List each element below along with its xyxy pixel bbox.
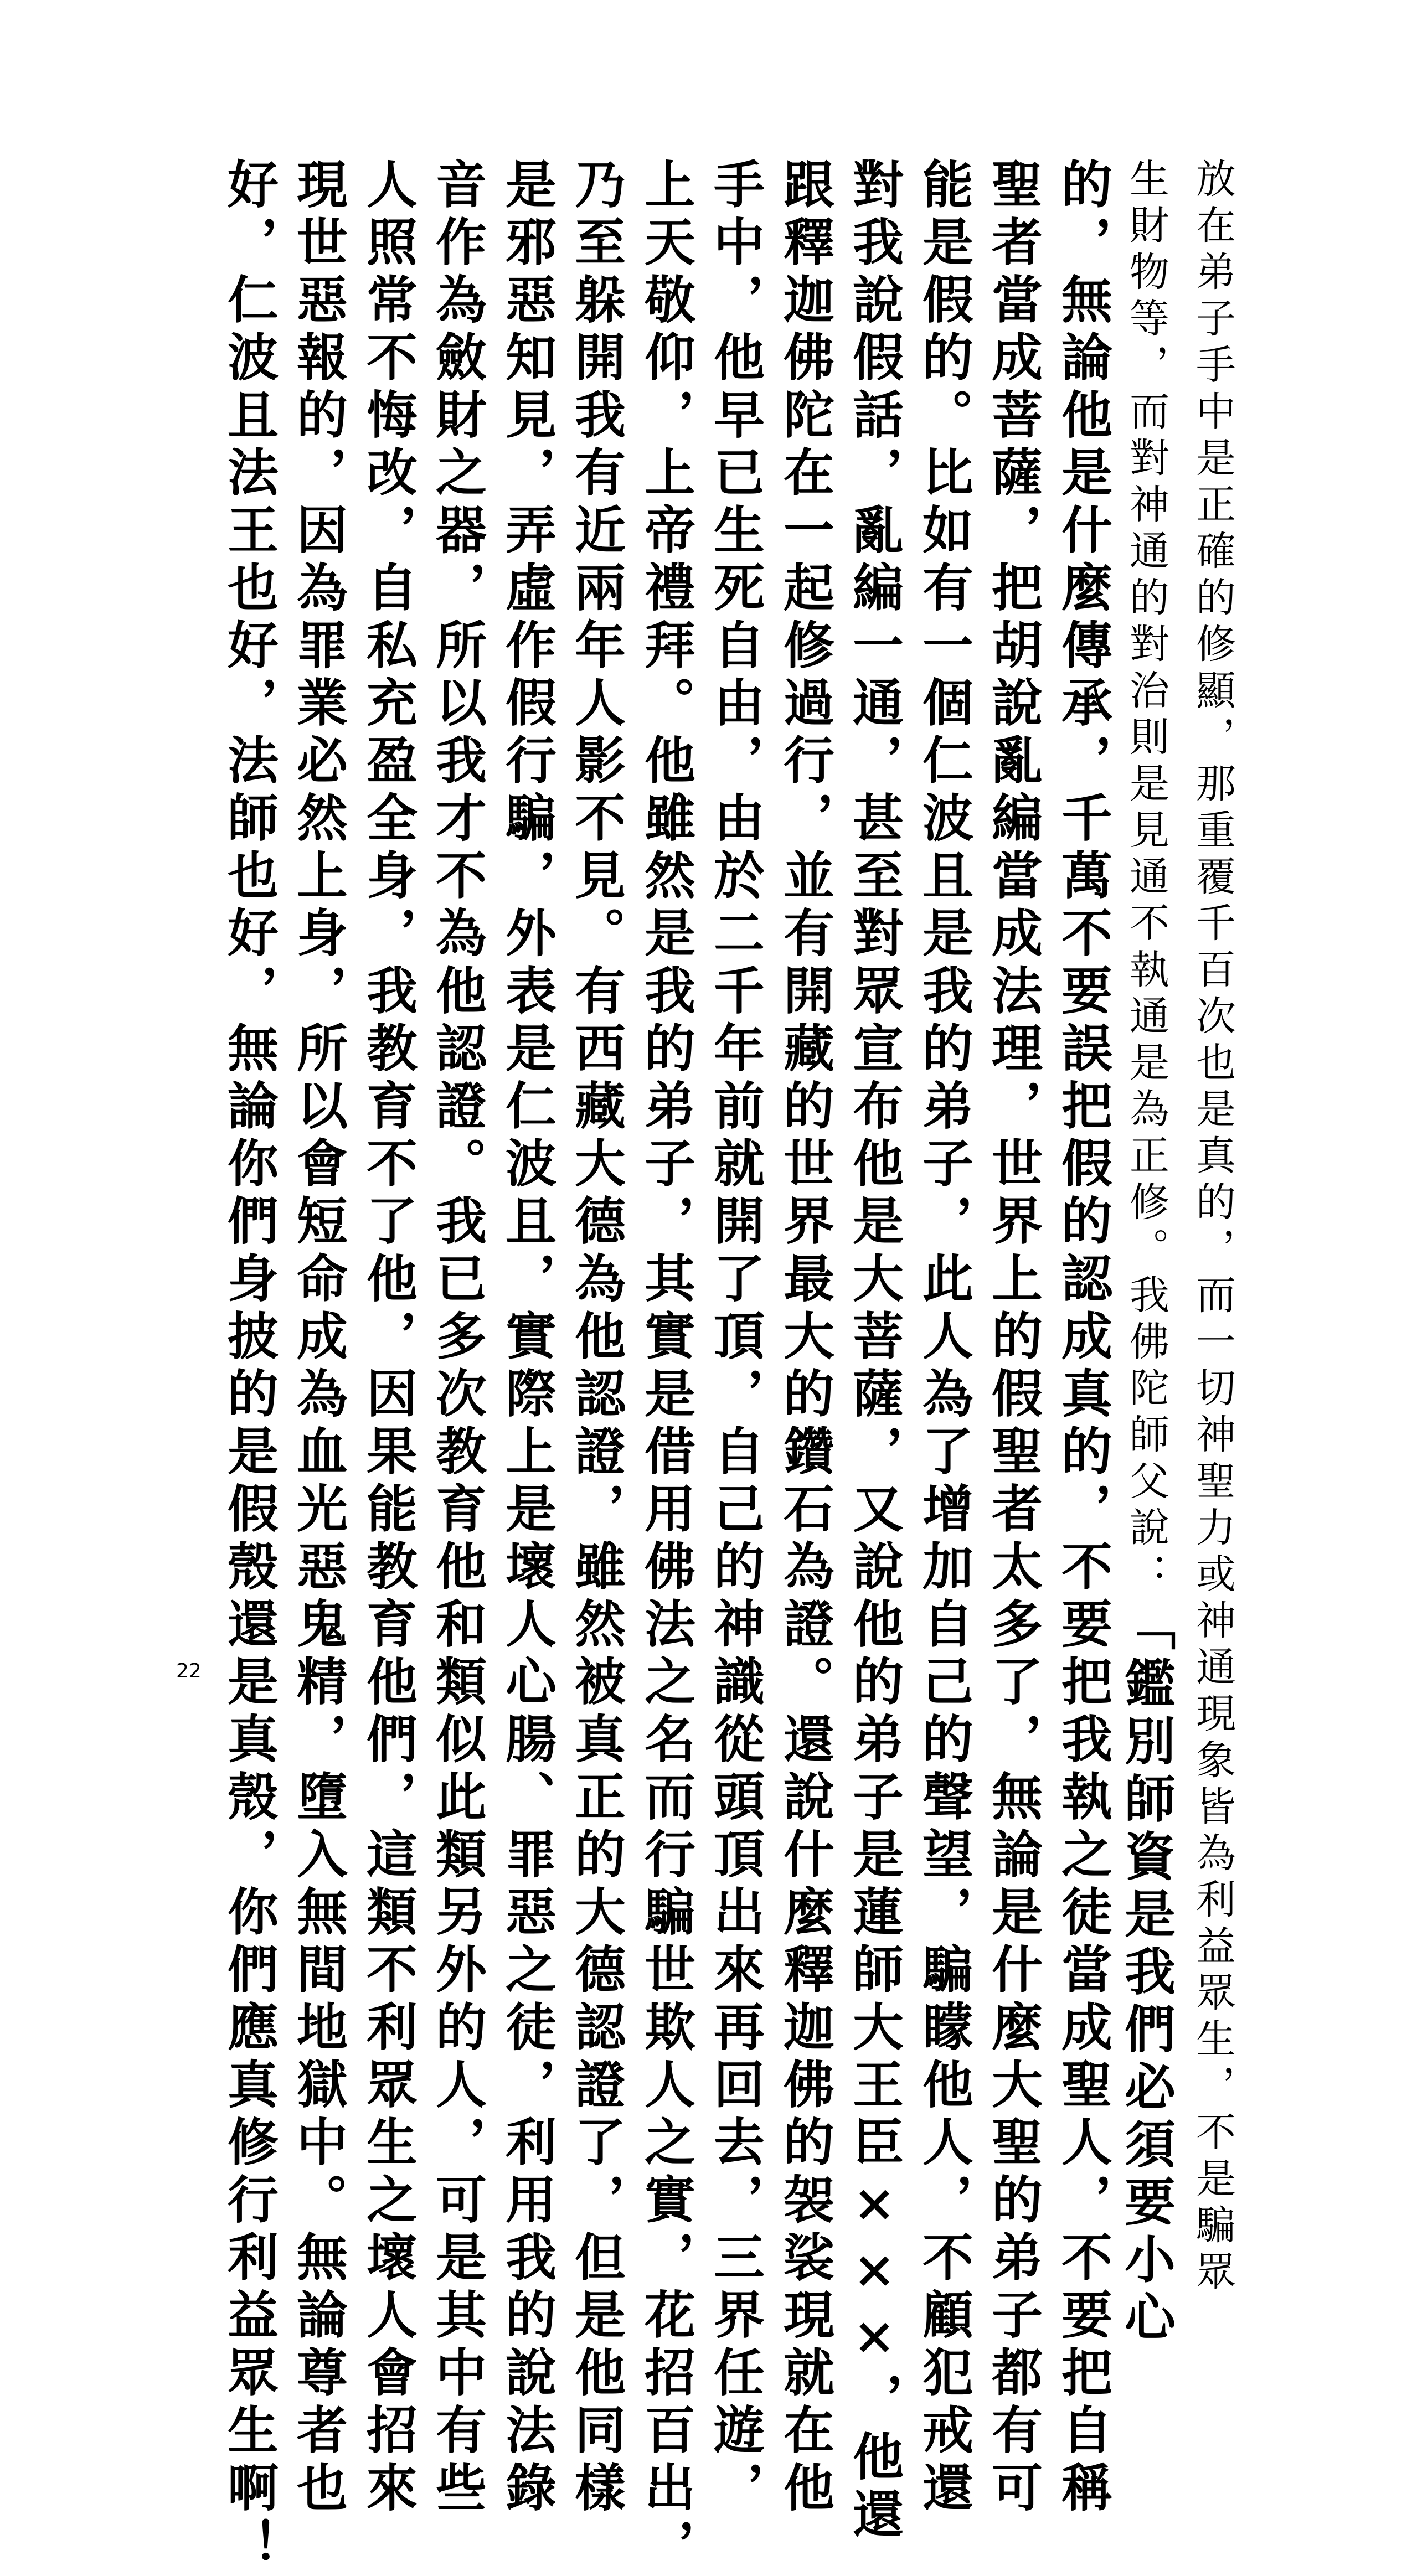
text-column-1: 放在弟子手中是正確的修顯，那重覆千百次也是真的，而一切神聖力或神通現象皆為利益眾生，不是騙眾: [1189, 158, 1236, 2297]
text-column-9: 上天敬仰，上帝禮拜。他雖然是我的弟子，其實是借用佛法之名而行騙世欺人之實，花招百出，: [636, 158, 696, 2576]
text-column-12: 音作為斂財之器，所以我才不為他認證。我已多次教育他和類似此類另外的人，可是其中有些: [427, 158, 487, 2518]
text-column-3: 的，無論他是什麼傳承，千萬不要誤把假的認成真的，不要把我執之徒當成聖人，不要把自稱: [1053, 158, 1113, 2518]
text-column-6: 對我說假話，亂編一通，甚至對眾宣布他是大菩薩，又說他的弟子是蓮師大王臣×××，他還: [844, 158, 904, 2545]
text-column-4: 聖者當成菩薩，把胡說亂編當成法理，世界上的假聖者太多了，無論是什麼大聖的弟子都有可: [983, 158, 1043, 2518]
text-column-5: 能是假的。比如有一個仁波且是我的弟子，此人為了增加自己的聲望，騙矇他人，不顧犯戒還: [914, 158, 974, 2518]
text-column-2-emphasis: 「鑑別師資是我們必須要小心: [1116, 1599, 1176, 2348]
text-column-7: 跟釋迦佛陀在一起修過行，並有開藏的世界最大的鑽石為證。還說什麼釋迦佛的袈裟現就在他: [775, 158, 835, 2518]
text-column-13: 人照常不悔改，自私充盈全身，我教育不了他，因果能教育他們，這類不利眾生之壞人會招來: [358, 158, 418, 2518]
text-column-14: 現世惡報的，因為罪業必然上身，所以會短命成為血光惡鬼精，墮入無間地獄中。無論尊者也: [288, 158, 348, 2518]
text-column-15: 好，仁波且法王也好，法師也好，無論你們身披的是假殼還是真殼，你們應真修行利益眾生啊！: [219, 158, 279, 2576]
text-column-11: 是邪惡知見，弄虛作假行騙，外表是仁波且，實際上是壞人心腸、罪惡之徒，利用我的說法錄: [497, 158, 557, 2518]
text-column-10: 乃至躲開我有近兩年人影不見。有西藏大德為他認證，雖然被真正的大德認證了，但是他同樣: [566, 158, 626, 2518]
page-number: 22: [176, 1660, 202, 1682]
text-column-2-regular: 生財物等，而對神通的對治則是見通不執通是為正修。我佛陀師父說：: [1123, 158, 1169, 1599]
text-column-8: 手中，他早已生死自由，由於二千年前就開了頂，自己的神識從頭頂出來再回去，三界任遊，: [705, 158, 765, 2518]
text-column-2: [1116, 158, 1176, 2348]
